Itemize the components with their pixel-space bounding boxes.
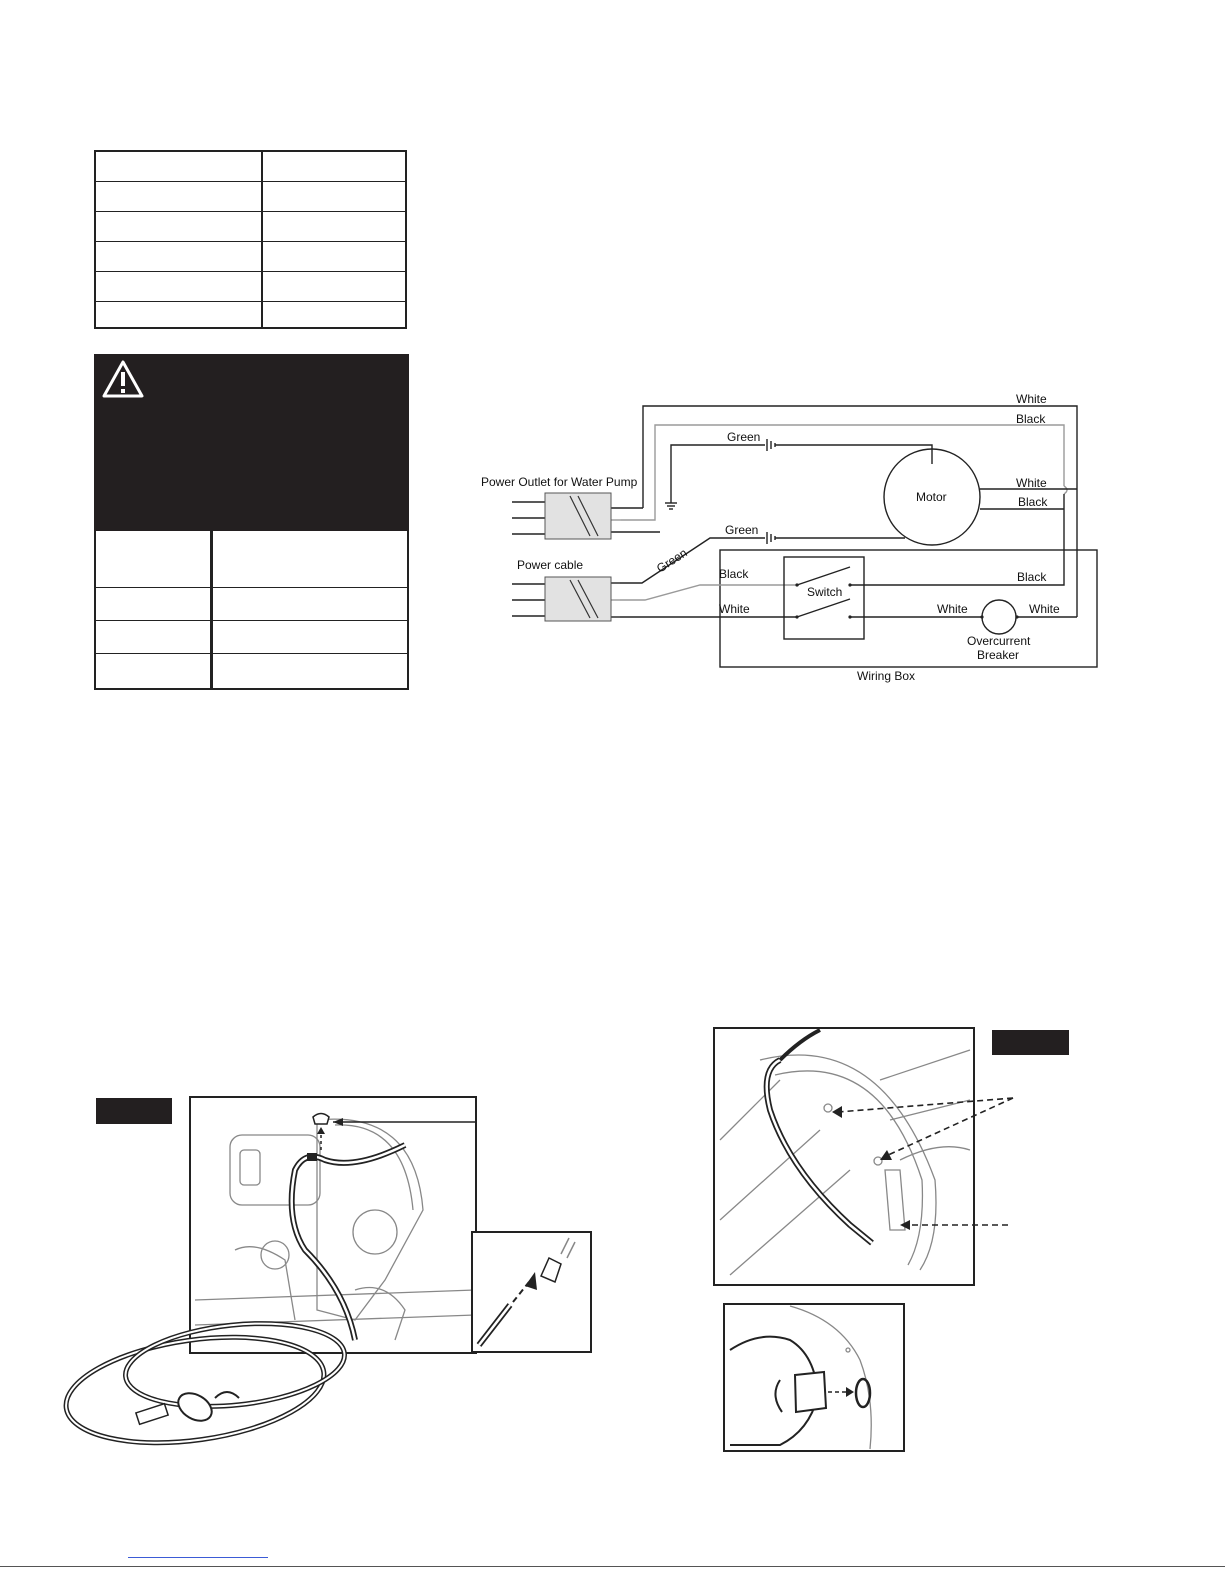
hose-installation-illustration (55, 1090, 615, 1490)
label-black-right: Black (1017, 570, 1047, 584)
label-white-breaker-left: White (937, 602, 968, 616)
water-pump-outlet-connector (545, 493, 611, 539)
label-breaker-line2: Breaker (977, 648, 1020, 662)
label-switch: Switch (807, 585, 843, 599)
label-green-diagonal: Green (654, 545, 690, 576)
label-green-top: Green (727, 430, 761, 444)
label-power-outlet: Power Outlet for Water Pump (481, 475, 638, 489)
label-white-left: White (719, 602, 750, 616)
label-white-top: White (1016, 392, 1047, 406)
label-wiring-box: Wiring Box (857, 669, 916, 683)
label-black-left: Black (719, 567, 749, 581)
label-black-top: Black (1016, 412, 1046, 426)
label-breaker-line1: Overcurrent (967, 634, 1031, 648)
label-white-breaker-right: White (1029, 602, 1060, 616)
footer-rule (0, 1566, 1225, 1567)
blade-guard-illustration (700, 1020, 1080, 1460)
label-motor: Motor (916, 490, 947, 504)
label-white-motor: White (1016, 476, 1047, 490)
label-black-motor: Black (1018, 495, 1048, 509)
power-cable-connector (545, 577, 611, 621)
label-green-mid: Green (725, 523, 759, 537)
label-power-cable: Power cable (517, 558, 584, 572)
footer-link-underline[interactable] (128, 1557, 268, 1558)
wiring-diagram (0, 0, 1225, 720)
